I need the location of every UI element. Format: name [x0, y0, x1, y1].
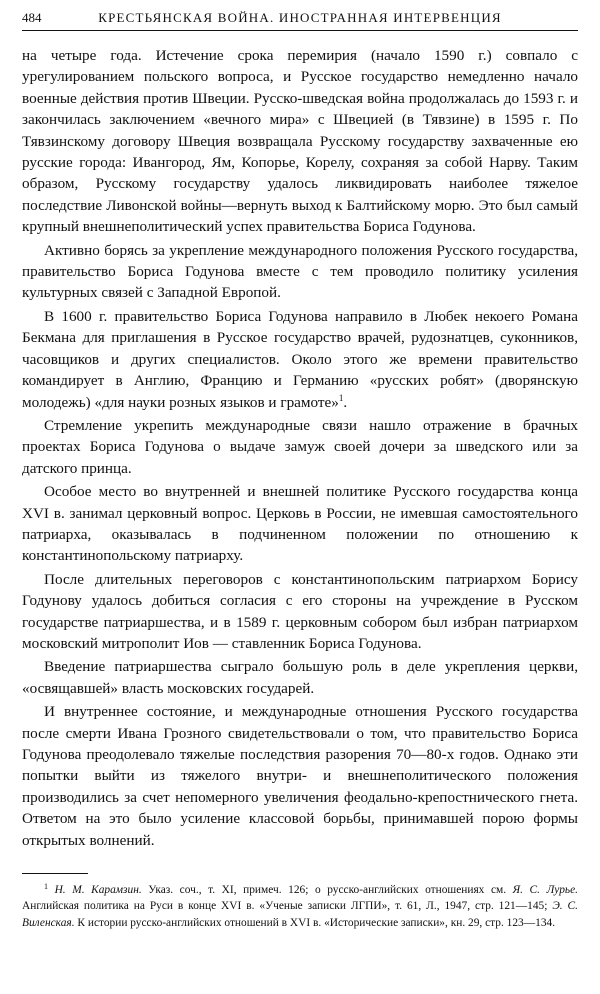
book-page [22, 10, 578, 931]
paragraph-6: После длительных переговоров с константинопольским патриархом Борису Годунову удалось добиться согласия с его стороны на учреждение в Русском государстве патриаршества, и в 1589 г. церковным собором был избран патриархом московский митрополит Иов — ставленник Бориса Годунова. [22, 570, 578, 652]
paragraph-1: на четыре года. Истечение срока перемирия (начало 1590 г.) совпало с урегулированием польского вопроса, и Русское государство немедленно начало военные действия против Швеции. Русско-шведская война продолжалась до 1593 г. и закончилась заключением «вечного мира» с Швецией (в Тявзине) в 1595 г. По Тявзинскому договору Швеция возвращала Русскому государству захваченные ею русские города: Ивангород, Ям, Копорье, Корелу, сохраняя за собой Нарву. Таким образом, Русскому государству удалось ликвидировать наиболее тяжелое последствие Ливонской войны—вернуть выход к Балтийскому морю. Это был самый крупный внешнеполитический успех правительства Бориса Годунова. [22, 47, 578, 236]
footnote-marker: 1 [44, 882, 48, 892]
footnote-author-2: Я. С. Лурье. [512, 884, 578, 897]
footnote [22, 882, 578, 931]
footnote-author-1: Н. М. Карамзин. [54, 884, 142, 897]
footnote-reference[interactable]: 1 [338, 392, 344, 403]
footnote-text-3: К истории русско-английских отношений в XVI в. «Исторические записки», кн. 29, стр. 123—134. [74, 916, 556, 929]
paragraph-3: В 1600 г. правительство Бориса Годунова направило в Любек некоего Романа Бекмана для приглашения в Русское государство врачей, рудознатцев, суконников, часовщиков и других специалистов. Около этого же времени правительство командирует в Англию, Францию и Германию «русских робят» (дворянскую молодежь) «для науки розных языков и грамоте»$^1$. [22, 307, 578, 411]
paragraph-3-text: В 1600 г. правительство Бориса Годунова направило в Любек некоего Романа Бекмана для приглашения в Русское государство врачей, рудознатцев, суконников, часовщиков и других специалистов. Около этого же времени правительство командирует в Англию, Францию и Германию «русских робят» (дворянскую молодежь) «для науки розных языков и грамоте» [22, 307, 578, 411]
paragraph-8: И внутреннее состояние, и международные отношения Русского государства после смерти Ивана Грозного свидетельствовали о том, что правительство Бориса Годунова преодолевало тяжелые последствия разорения 70—80-х годов. Однако эти попытки выйти из тяжелого внутри- и внешнеполитического положения производились за счет непомерного увеличения феодально-крепостнического гнета. Ответом на это было усиление классовой борьбы, принимавшей порою формы открытых волнений. [22, 703, 578, 849]
paragraph-4: Стремление укрепить международные связи нашло отражение в брачных проектах Бориса Годунова о выдаче замуж своей дочери за шведского или за датского принца. [22, 416, 578, 477]
page-number: 484 [22, 10, 42, 25]
paragraph-2: Активно борясь за укрепление международного положения Русского государства, правительство Бориса Годунова вместе с тем проводило политику усиления культурных связей с Западной Европой. [22, 241, 578, 302]
running-title: КРЕСТЬЯНСКАЯ ВОЙНА. ИНОСТРАННАЯ ИНТЕРВЕНЦИЯ [98, 10, 502, 25]
paragraph-5: Особое место во внутренней и внешней политике Русского государства конца XVI в. занимал церковный вопрос. Церковь в России, не имевшая самостоятельного патриарха, оказывалась в подчиненном положении по отношению к константинопольскому патриарху. [22, 483, 578, 565]
main-text [22, 45, 578, 851]
footnote-author-3: Э. С. Виленская. [22, 900, 578, 929]
footnote-text-2: Английская политика на Руси в конце XVI в. «Ученые записки ЛГПИ», т. 61, Л., 1947, стр. 121—145; [22, 900, 553, 913]
running-header [22, 10, 578, 31]
paragraph-7: Введение патриаршества сыграло большую роль в деле укрепления церкви, «освящавшей» власть московских государей. [22, 658, 578, 697]
footnote-text-1: Указ. соч., т. XI, примеч. 126; о русско-английских отношениях см. [141, 884, 513, 897]
footnote-divider [22, 873, 88, 874]
